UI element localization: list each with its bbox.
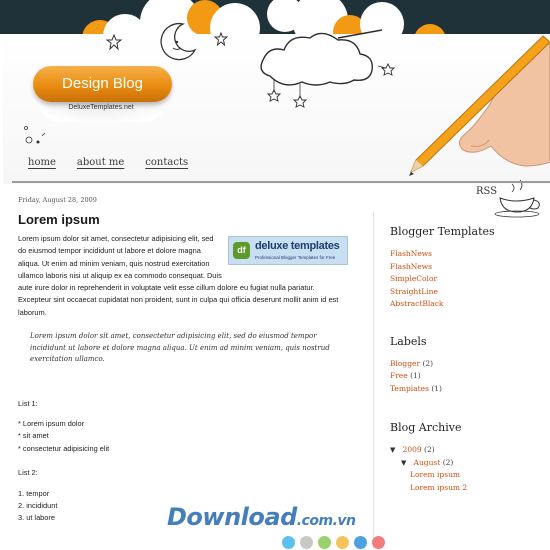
cloud-icon: [250, 28, 400, 108]
archive-month-row: [390, 457, 550, 470]
label-item: [390, 383, 550, 396]
labels-heading: Labels: [390, 334, 427, 348]
watermark-dot: [354, 536, 367, 549]
small-doodle-icon: [20, 122, 50, 150]
template-link-straightline[interactable]: StraightLine: [390, 286, 438, 296]
label-count: (2): [422, 358, 434, 368]
watermark-dot: [300, 536, 313, 549]
post-paragraph-text: Lorem ipsum dolor sit amet, consectetur adipisicing elit, sed do eiusmod tempor incididunt ut labore et dolore magna aliqua. Ut enim ad minim veniam, quis nostrud exercitation ullamco laboris nisi ut aliquip ex ea commodo consequat. Duis aute irure dolor in reprehenderit in voluptate velit esse cillum dolore eu fugiat nulla pariatur. Excepteur sint occaecat cupidatat non proident, sunt in culpa qui officia deserunt mollit anim id est laborum.: [18, 234, 339, 317]
hand-pencil-illustration: [395, 34, 550, 184]
blog-archive-heading: Blog Archive: [390, 421, 462, 434]
blogger-templates-heading: Blogger Templates: [390, 225, 495, 238]
list2-title: List 2:: [18, 468, 38, 478]
label-link-blogger[interactable]: Blogger: [390, 358, 421, 368]
expand-toggle-icon[interactable]: ▼: [390, 446, 396, 454]
dt-logo-icon: df: [233, 242, 250, 259]
blog-tagline: DeluxeTemplates.net: [68, 104, 134, 111]
main-nav: [28, 157, 188, 168]
archive-post-link[interactable]: Lorem ipsum: [410, 470, 461, 479]
archive-year-count: (2): [424, 445, 435, 454]
archive-year-link[interactable]: 2009: [402, 445, 422, 454]
label-item: [390, 370, 550, 383]
archive-post-link[interactable]: Lorem ipsum 2: [410, 482, 468, 492]
archive-month-link[interactable]: August: [413, 457, 441, 467]
watermark-dot: [318, 536, 331, 549]
watermark-dot: [372, 536, 385, 549]
expand-toggle-icon[interactable]: ▼: [401, 458, 407, 467]
list-item: * consectetur adipisicing elit: [18, 443, 110, 453]
star-icon: [106, 34, 122, 50]
watermark-dots: [282, 536, 385, 549]
sidebar: [390, 225, 550, 494]
archive-post-row: [390, 469, 550, 482]
label-item: [390, 358, 550, 371]
label-count: (1): [410, 371, 421, 380]
archive-month-count: (2): [442, 457, 454, 467]
header-divider: [12, 181, 550, 183]
list1-title: List 1:: [18, 398, 38, 408]
template-link-flashnews-2[interactable]: FlashNews: [390, 261, 433, 271]
list-item: 3. ut labore: [18, 513, 55, 523]
template-link-flashnews[interactable]: FlashNews: [390, 249, 433, 258]
label-count: (1): [431, 383, 442, 393]
nav-item-home[interactable]: home: [28, 157, 56, 168]
blogger-templates-list: [390, 248, 550, 311]
moon-icon: [155, 20, 199, 64]
sidebar-divider: [373, 212, 374, 550]
post-banner-image[interactable]: [228, 236, 348, 265]
nav-item-contacts[interactable]: contacts: [145, 157, 189, 168]
list-item: 2. incididunt: [18, 501, 58, 511]
watermark-text: Download: [167, 503, 297, 531]
archive-year-row: [390, 444, 550, 457]
list-item: 1. tempor: [18, 488, 50, 498]
download-watermark: [167, 503, 356, 531]
star-icon: [214, 32, 228, 46]
post-title[interactable]: Lorem ipsum: [18, 212, 100, 227]
template-link-simplecolor[interactable]: SimpleColor: [390, 274, 438, 283]
rss-label[interactable]: RSS: [476, 186, 498, 197]
template-link-abstractblack[interactable]: AbstractBlack: [390, 299, 444, 308]
archive-post-row: [390, 482, 550, 495]
post-blockquote: Lorem ipsum dolor sit amet, consectetur adipisicing elit, sed do eiusmod tempor incididunt ut labore et dolore magna aliqua. Ut enim ad minim veniam, quis nostrud exercitation ullamco.: [30, 332, 330, 364]
post-banner-title: deluxe templates: [255, 240, 340, 252]
blog-post: [18, 196, 358, 525]
label-link-free[interactable]: Free: [390, 371, 408, 380]
watermark-suffix: .com.vn: [296, 513, 356, 529]
post-date: Friday, August 28, 2009: [18, 196, 97, 204]
label-link-templates[interactable]: Templates: [390, 383, 429, 393]
list-item: * Lorem ipsum dolor: [18, 418, 85, 428]
blog-title-logo[interactable]: Design Blog: [33, 66, 172, 102]
watermark-dot: [282, 536, 295, 549]
labels-list: [390, 358, 550, 396]
list-item: * sit amet: [18, 431, 49, 441]
nav-item-about-me[interactable]: about me: [76, 157, 125, 168]
archive-tree: [390, 444, 550, 494]
watermark-dot: [336, 536, 349, 549]
post-banner-subtitle: Professional Blogger Templates for Free: [255, 255, 336, 260]
